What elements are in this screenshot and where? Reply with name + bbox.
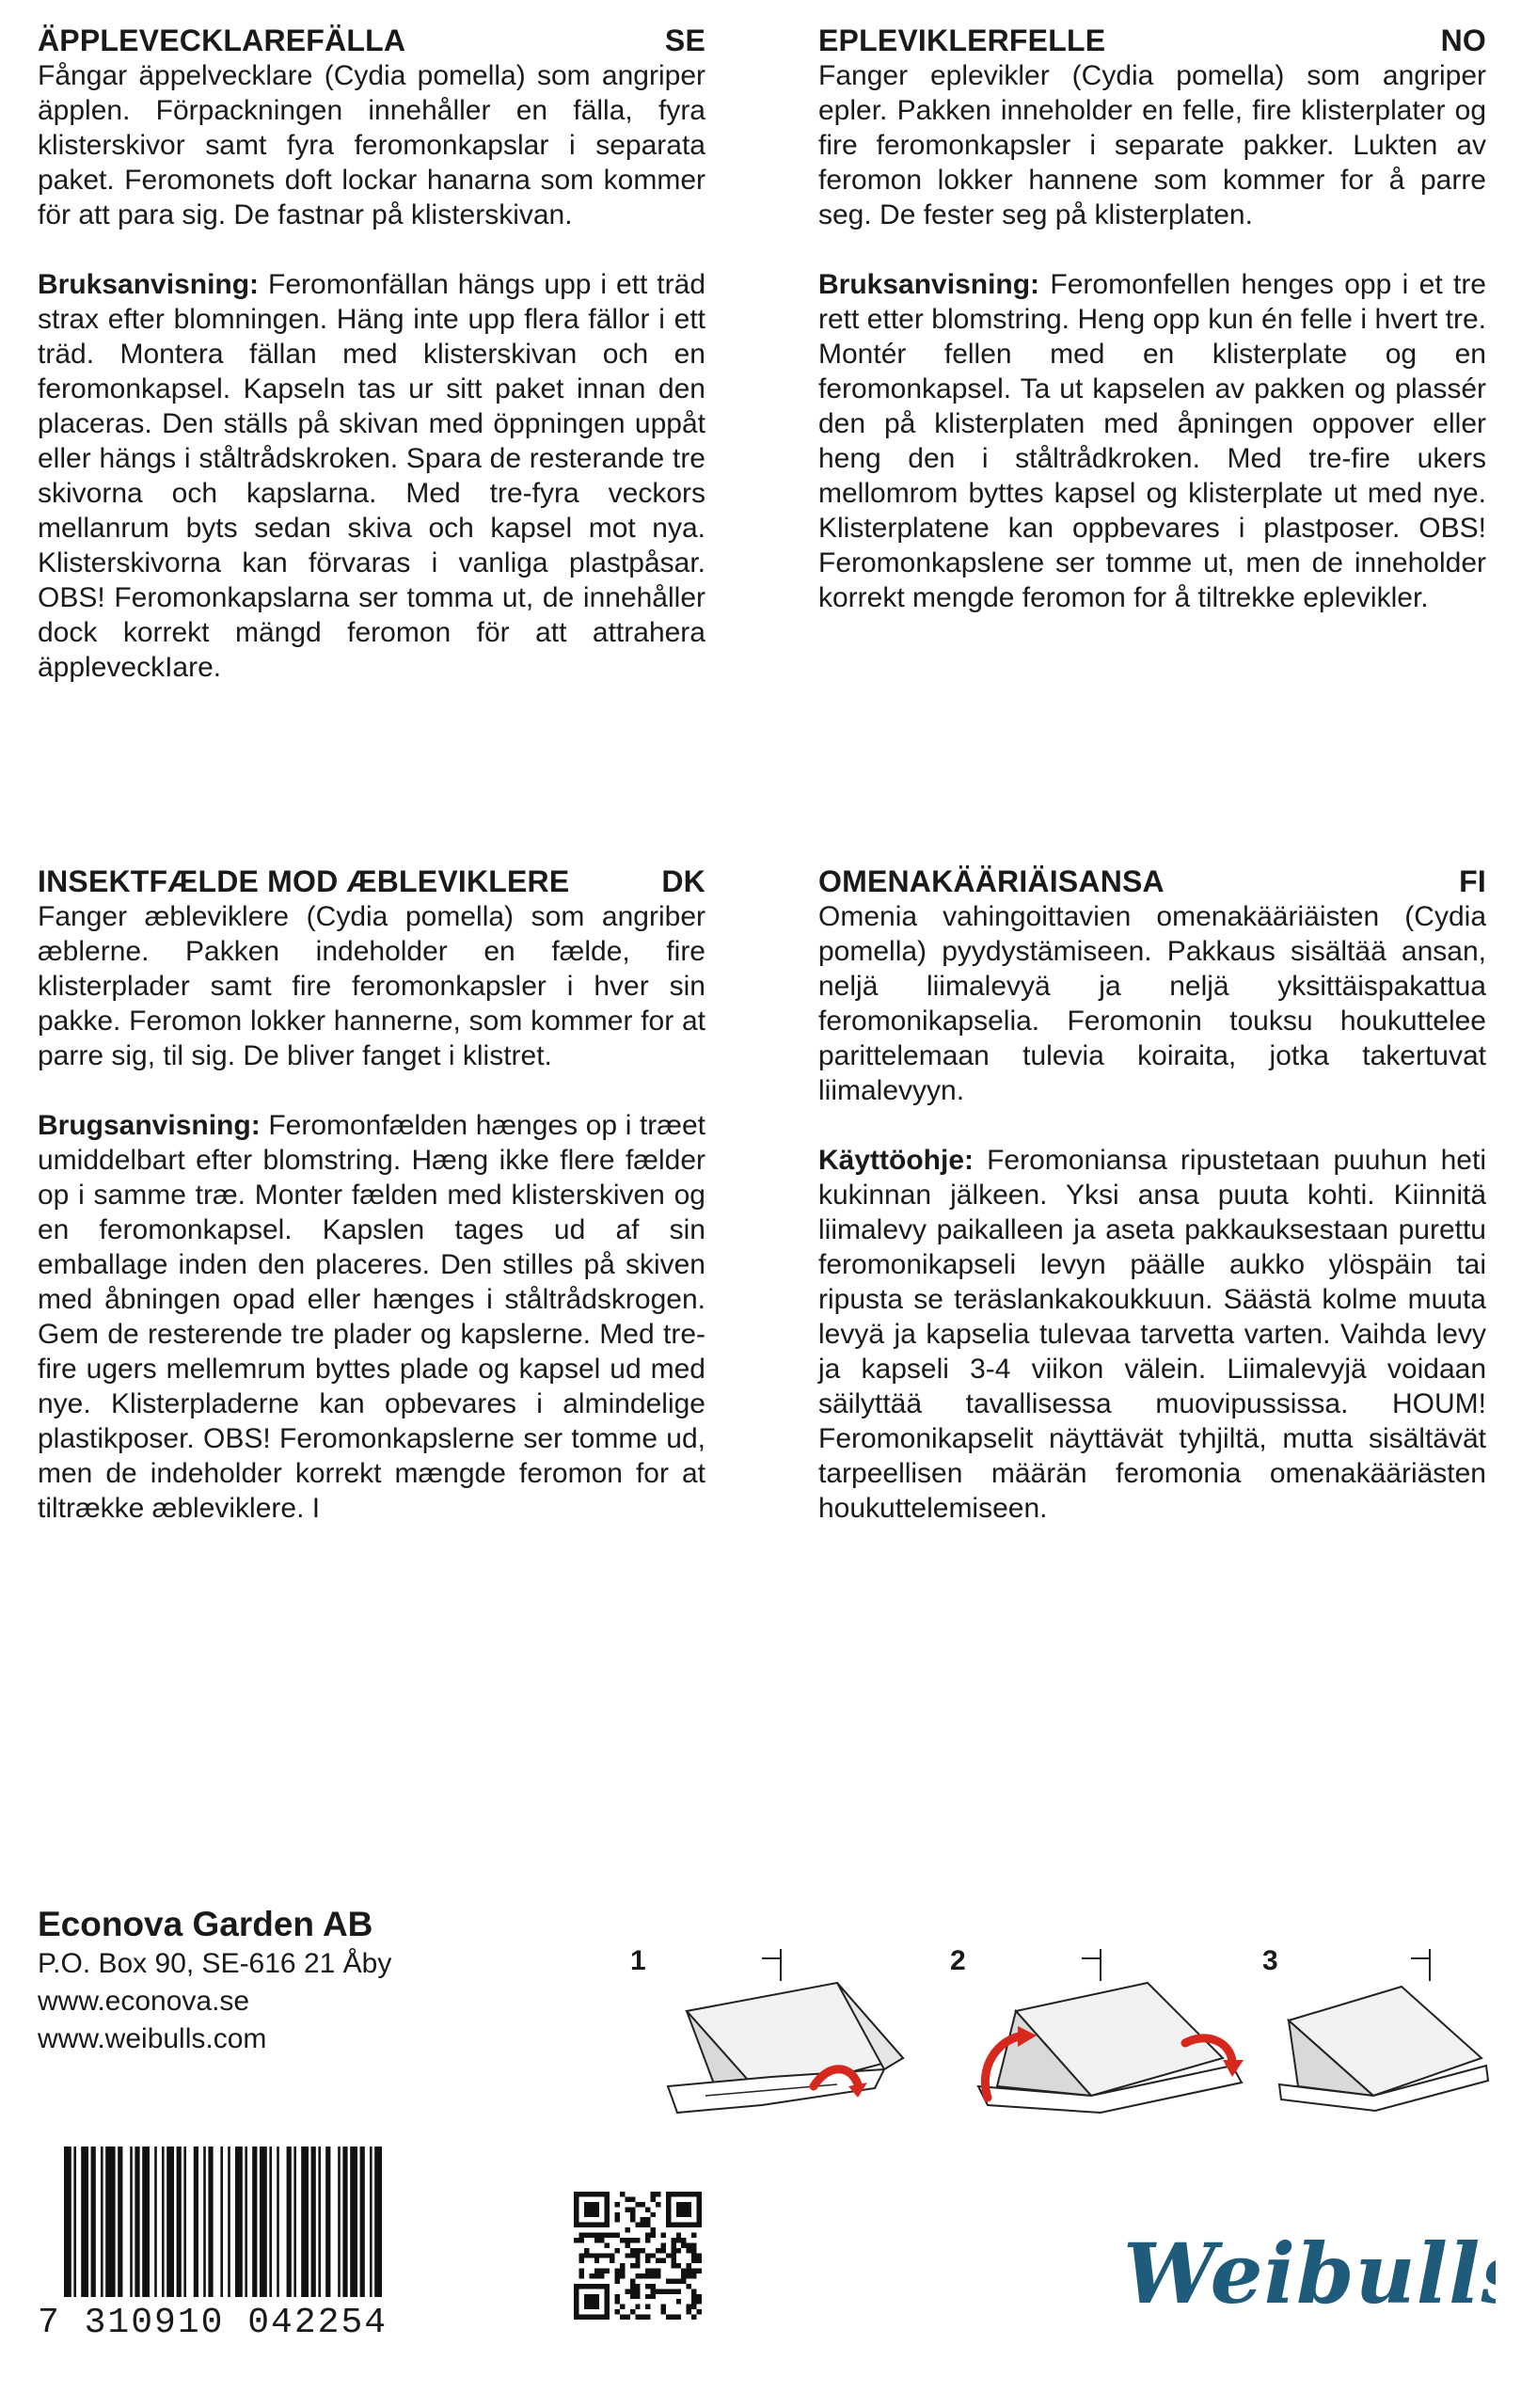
section-fi-usage-label: Käyttöohje: (818, 1145, 974, 1176)
assembly-figures (630, 1945, 1496, 2133)
section-fi-usage (818, 1143, 1486, 1526)
section-se (38, 23, 705, 685)
company-address: P.O. Box 90, SE-616 21 Åby (38, 1948, 392, 1979)
trap-figure-2-icon (950, 1945, 1260, 2133)
company-website-weibulls[interactable]: www.weibulls.com (38, 2023, 267, 2054)
section-no-header (818, 23, 1486, 58)
section-se-usage (38, 267, 705, 685)
section-se-code: SE (664, 24, 705, 57)
section-fi (818, 863, 1486, 1526)
section-dk-usage (38, 1108, 705, 1526)
barcode-icon (38, 2147, 480, 2297)
section-fi-header (818, 863, 1486, 899)
step-number-2: 2 (950, 1945, 966, 1976)
section-se-usage-text: Feromonfällan hängs upp i ett träd strax efter blomningen. Häng inte upp flera fällor i ett träd. Montera fällan med klisterskivan och en feromonkapsel. Kapseln tas ur sitt paket innan den placeras. Den ställs på skivan med öppningen uppåt eller hängs i ståltrådskroken. Spara de resterande tre skivorna och kapslarna. Med tre-fyra veckors mellanrum byts sedan skiva och kapsel mot nya. Klisterskivorna kan förvaras i vanliga plastpåsar. OBS! Feromonkapslarna ser tomma ut, de innehåller dock korrekt mängd feromon för att attrahera äppleveckIare. (38, 269, 705, 683)
section-dk-usage-label: Brugsanvisning: (38, 1110, 261, 1141)
step-number-3: 3 (1262, 1945, 1278, 1976)
section-fi-title: OMENAKÄÄRIÄISANSA (818, 864, 1165, 898)
section-no-usage-text: Feromonfellen henges opp i et tre rett etter blomstring. Heng opp kun én felle i hvert tre. Montér fellen med en klisterplate og en feromonkapsel. Ta ut kapselen av pakken og plassér den på klisterplaten med åpningen oppover eller heng den i ståltrådkroken. Med tre-fire ukers mellomrom byttes kapsel og klisterplate ut med nye. Klisterplatene kan oppbevares i plastposer. OBS! Feromonkapslene ser tomme ut, men de inneholder korrekt mengde feromon for å tiltrekke eplevikler. (818, 269, 1486, 613)
section-no-title: EPLEVIKLERFELLE (818, 24, 1106, 57)
section-dk (38, 863, 705, 1526)
qr-code[interactable] (574, 2192, 702, 2324)
trap-figure-1-icon (649, 1945, 931, 2133)
trap-figure-3-icon (1270, 1945, 1496, 2133)
section-no-usage (818, 267, 1486, 615)
section-fi-intro: Omenia vahingoittavien omenakääriäisten (Cydia pomella) pyydystämiseen. Pakkaus sisältää ansan, neljä liimalevyä ja neljä yksittäispakattua feromonikapselia. Feromonin touksu houkuttelee parittelemaan tulevia koiraita, jotka takertuvat liimalevyyn. (818, 901, 1486, 1106)
section-se-intro: Fångar äppelvecklare (Cydia pomella) som angriper äpplen. Förpackningen innehåller en fälla, fyra klisterskivor samt fyra feromonkapslar i separata paket. Feromonets doft lockar hanarna som kommer för att para sig. De fastnar på klisterskivan. (38, 60, 705, 230)
section-no-intro: Fanger eplevikler (Cydia pomella) som angriper epler. Pakken inneholder en felle, fire klisterplater og fire feromonkapsler i separate pakker. Lukten av feromon lokker hannene som kommer for å parre seg. De fester seg på klisterplaten. (818, 60, 1486, 230)
section-dk-header (38, 863, 705, 899)
section-no-code: NO (1440, 24, 1486, 57)
section-no (818, 23, 1486, 615)
step-number-1: 1 (630, 1945, 646, 1976)
section-dk-title: INSEKTFÆLDE MOD ÆBLEVIKLERE (38, 864, 570, 898)
section-no-usage-label: Bruksanvisning: (818, 269, 1040, 300)
section-se-title: ÄPPLEVECKLAREFÄLLA (38, 24, 406, 57)
section-fi-usage-text: Feromoniansa ripustetaan puuhun heti kukinnan jälkeen. Yksi ansa puuta kohti. Kiinnitä liimalevy paikalleen ja aseta pakkauksestaan purettu feromonikapseli levyn päälle aukko ylöspäin tai ripusta se teräslankakoukkuun. Säästä kolme muuta levyä ja kapselia tulevaa tarvetta varten. Vaihda levy ja kapseli 3-4 viikon välein. Liimalevyjä voidaan säilyttää tavallisessa muovipussissa. HOUM! Feromonikapselit näyttävät tyhjiltä, mutta sisältävät tarpeellisen määrän feromonia omenakääriästen houkuttelemiseen. (818, 1145, 1486, 1524)
section-dk-code: DK (661, 864, 705, 898)
company-info (38, 1904, 391, 2058)
weibulls-logo (1119, 2220, 1496, 2328)
logo-wordmark: Weibulls (1123, 2225, 1496, 2322)
company-website-econova[interactable]: www.econova.se (38, 1986, 250, 2017)
barcode (38, 2147, 480, 2343)
company-name: Econova Garden AB (38, 1905, 373, 1943)
barcode-digits: 7 310910 042254 (38, 2303, 388, 2343)
qr-code-icon (574, 2192, 702, 2320)
section-fi-code: FI (1459, 864, 1486, 898)
section-dk-intro: Fanger æbleviklere (Cydia pomella) som angriber æblerne. Pakken indeholder en fælde, fire klisterplader samt fire feromonkapsler i hver sin pakke. Feromon lokker hannerne, som kommer for at parre sig, til sig. De bliver fanget i klistret. (38, 901, 705, 1071)
section-se-header (38, 23, 705, 58)
weibulls-logo-icon (1119, 2220, 1496, 2323)
section-se-usage-label: Bruksanvisning: (38, 269, 260, 300)
section-dk-usage-text: Feromonfælden hænges op i træet umiddelbart efter blomstring. Hæng ikke flere fælder op i samme træ. Monter fælden med klisterskiven og en feromonkapsel. Kapslen tages ud af sin emballage inden den placeres. Den stilles på skiven med åbningen opad eller hænges i ståltrådskrogen. Gem de resterende tre plader og kapslerne. Med tre-fire ugers mellemrum byttes plade og kapsel ud med nye. Klisterpladerne kan opbevares i almindelige plastikposer. OBS! Feromonkapslerne ser tomme ud, men de indeholder korrekt mængde feromon for at tiltrække æbleviklere. I (38, 1110, 705, 1524)
